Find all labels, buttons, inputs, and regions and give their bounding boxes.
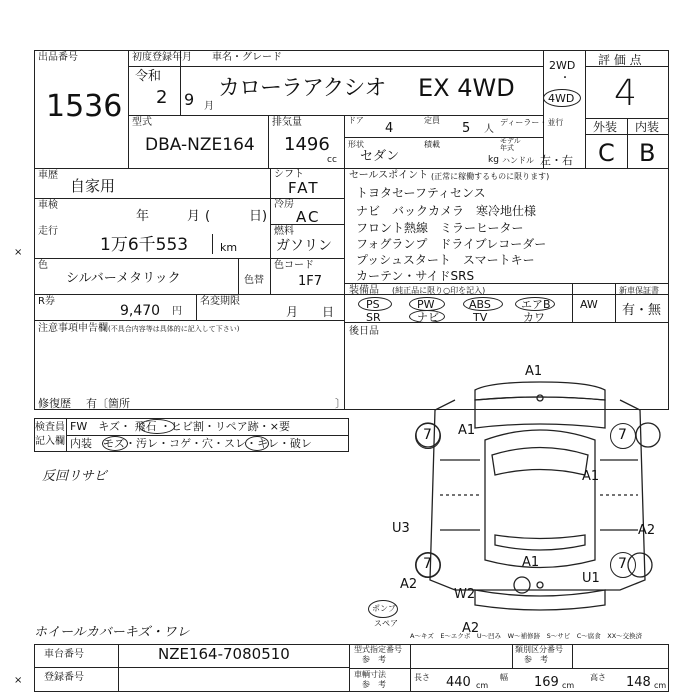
handle-label: ハンドル [502,156,534,165]
margin-mark: × [14,247,23,258]
damage-mark: W2 [454,587,476,602]
equip-navi: ナビ [417,311,439,324]
height-value: 148 [626,675,651,690]
inspection-year: 年 [136,209,150,224]
shift-label: シフト [274,169,304,180]
shape-label: 形状 [348,140,364,149]
sales-point-item: カーテン・サイドSRS [356,269,475,283]
damage-mark: A1 [458,423,476,438]
rear-window-shape [495,535,585,550]
lot-number: 1536 [46,89,123,124]
shape-value: セダン [360,149,400,164]
tire-mark: 7 [423,556,432,572]
car-damage-diagram [380,360,680,622]
notes-label: 注意事項申告欄 [38,323,108,334]
score-label: 評 価 点 [598,53,642,67]
drive-4wd: 4WD [548,92,575,105]
rear-bumper-shape [475,590,605,610]
sales-point-item: トヨタセーフティセンス [356,186,486,200]
new-warranty-label: 新車保証書 [619,286,659,295]
tire-mark: 7 [423,427,432,443]
wheel-front-right [636,423,660,447]
width-label: 幅 [500,673,508,682]
color-code-value: 1F7 [298,274,323,289]
interior-mark-circle [245,436,269,451]
damage-mark: U3 [392,521,410,536]
pump-label: ポンプ [372,604,396,613]
inspector-label-2: 記入欄 [35,436,65,447]
lot-label: 出品番号 [38,52,78,63]
sales-point-item: フロント熱線 ミラーヒーター [356,221,524,235]
capacity-value: 5 [462,121,471,136]
drive-dot: ・ [560,73,570,84]
inspection-day-open: ( [205,209,211,224]
equip-aw: AW [580,298,598,311]
history-value: 自家用 [70,177,116,195]
class-label-1: 類別区分番号 [515,645,563,654]
later-label: 後日品 [349,326,379,337]
height-label: 高さ [590,673,606,682]
windshield-shape [492,448,588,476]
equipment-label: 装備品 [349,285,379,296]
equip-airbag: エアB [521,298,551,311]
damage-mark: A2 [400,577,418,592]
dealer-label: ディーラー・並行 [500,118,564,127]
recycle-unit: 円 [172,306,182,317]
interior-label: 内装 [635,120,660,134]
repair-close: 〕 [335,397,346,410]
notes-hint: (不具合内容等は具体的に記入して下さい) [108,325,240,333]
tire-mark: 7 [618,556,627,572]
ac-value: AC [296,208,321,226]
sales-point-item: ナビ バックカメラ 寒冷地仕様 [356,204,537,218]
interior-value: B [639,139,656,167]
car-name-label: 車名・グレード [212,52,282,63]
load-unit: kg [488,155,499,165]
handnote-2: ホイールカバーキズ・ワレ [34,625,190,640]
equip-tv: TV [473,311,488,324]
load-label: 積載 [424,140,440,149]
color-change-label: 色替 [244,275,264,286]
spare-label: スペア [374,619,398,628]
color-code-label: 色コード [274,260,314,271]
chassis-label: 車台番号 [44,649,84,660]
damage-mark: U1 [582,571,600,586]
color-label: 色 [38,260,48,271]
inspector-label-1: 検査員 [35,422,65,433]
expiry-month: 月 [286,305,299,319]
equip-leather: カワ [523,311,545,324]
damage-mark: A2 [462,621,480,636]
first-reg-year: 2 [156,87,168,108]
handle-value: 左・右 [540,154,573,167]
equip-pw: PW [417,298,435,311]
sales-points-label: セールスポイント [349,170,429,181]
inspection-day: 日 [249,209,263,224]
first-reg-era: 令和 [135,69,162,84]
car-grade: EX 4WD [418,74,515,102]
equipment-hint: (純正品に限り○印を記入) [392,286,486,295]
length-value: 440 [446,675,471,690]
equip-ps: PS [366,298,380,311]
handnote-1: 反回リサビ [42,469,107,484]
recycle-label: R券 [38,296,55,307]
doors-value: 4 [385,121,394,136]
fuel-value: ガソリン [276,238,332,254]
length-unit: cm [476,681,489,690]
model-label: 型式 [132,117,152,128]
sales-point-item: フォグランプ ドライブレコーダー [356,237,547,251]
height-unit: cm [654,681,667,690]
shift-value: FAT [288,179,320,197]
score-value: 4 [614,73,637,114]
sales-point-item: プッシュスタート スマートキー [356,253,535,267]
exterior-label: 外装 [593,120,618,134]
width-value: 169 [534,675,559,690]
damage-mark: A1 [525,364,543,379]
spec-label-2: 参 考 [362,655,386,664]
first-reg-label: 初度登録年月 [132,52,192,63]
size-label-1: 車輌寸法 [354,670,386,679]
doors-label: ドア [348,116,364,125]
inspection-day-close: ) [262,209,268,224]
car-name: カローラアクシオ [218,76,386,101]
inspection-label: 車検 [38,200,58,211]
sales-points-hint: (正常に稼働するものに限ります) [431,172,550,181]
spec-label-1: 型式指定番号 [354,645,402,654]
class-label-2: 参 考 [524,655,548,664]
color-value: シルバーメタリック [66,271,181,286]
length-label: 長さ [414,673,430,682]
displacement-unit: cc [327,155,337,165]
margin-mark: × [14,675,23,686]
displacement-label: 排気量 [272,117,302,128]
new-warranty-value: 有・無 [622,303,662,318]
damage-mark: A2 [638,523,656,538]
ac-label: 冷房 [274,199,294,210]
drive-2wd: 2WD [549,59,576,72]
tire-mark: 7 [618,427,627,443]
history-label: 車歴 [38,170,58,181]
inspection-month: 月 [187,209,201,224]
repair-value: 有〔箇所 [86,397,130,410]
inspector-row-2: 内装 モズ・汚レ・コゲ・穴・スレ・キレ・破レ [70,437,312,450]
mileage-unit: km [220,241,238,254]
inspector-row-1: FW キズ・ 飛石 ・ヒビ割・リペア跡・×要 [70,420,290,433]
model-year-label: モデル年式 [500,137,521,152]
capacity-unit: 人 [484,124,494,135]
expiry-day: 日 [322,305,335,319]
equip-sr: SR [366,311,381,324]
repair-label: 修復歴 [38,397,71,410]
interior-mark-circle [102,436,128,451]
expiry-label: 名変期限 [200,296,240,307]
first-reg-month-unit: 月 [204,101,214,112]
width-unit: cm [562,681,575,690]
exterior-value: C [598,139,615,167]
fuel-label: 燃料 [274,226,294,237]
chassis-value: NZE164-7080510 [158,645,290,663]
recycle-value: 9,470 [120,303,161,319]
model-value: DBA-NZE164 [145,135,255,155]
damage-mark: A1 [582,469,600,484]
displacement-value: 1496 [284,134,330,155]
reg-number-label: 登録番号 [44,672,84,683]
damage-mark: A1 [522,555,540,570]
equip-abs: ABS [469,298,491,311]
stone-chip-circle [139,419,175,434]
capacity-label: 定員 [424,116,440,125]
mileage-value: 1万6千553 [100,235,189,255]
damage-legend: A～キズ E～エクボ U～凹み W～補修跡 S～サビ C～腐食 XX～交換済 [410,632,643,640]
size-label-2: 参 考 [362,680,386,689]
mileage-label: 走行 [38,226,58,237]
first-reg-month: 9 [184,90,195,109]
